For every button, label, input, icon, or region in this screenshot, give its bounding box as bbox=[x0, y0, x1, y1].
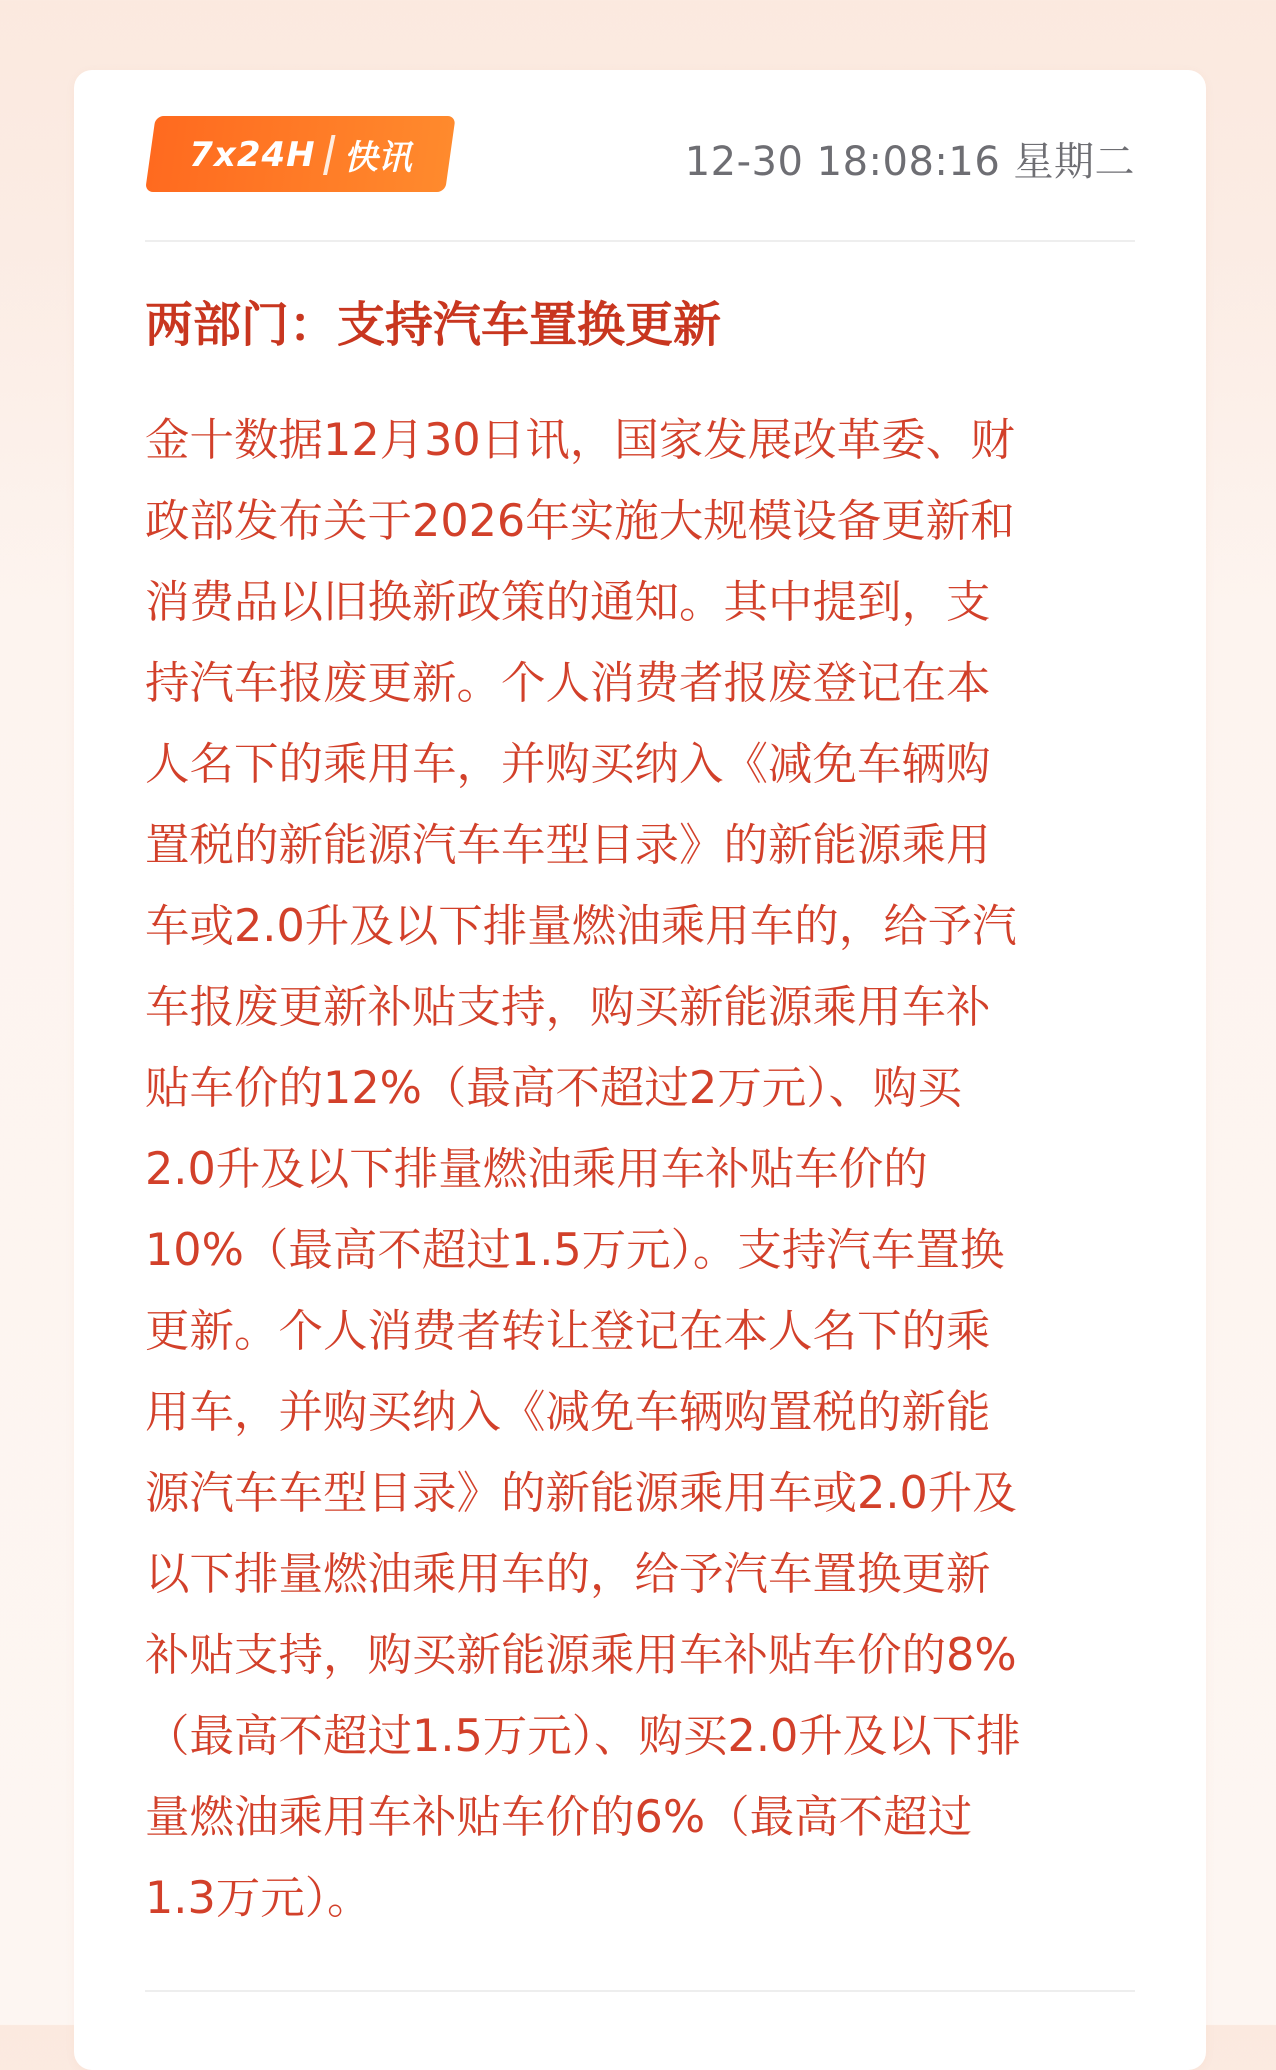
body-line: （最高不超过1.5万元）、购买2.0升及以下排 bbox=[145, 1711, 1021, 1762]
body-line: 政部发布关于2026年实施大规模设备更新和 bbox=[145, 496, 1015, 547]
body-line: 金十数据12月30日讯，国家发展改革委、财 bbox=[145, 415, 1015, 466]
news-body bbox=[145, 400, 1145, 1939]
news-card bbox=[74, 70, 1206, 2070]
body-line: 人名下的乘用车，并购买纳入《减免车辆购 bbox=[145, 739, 991, 790]
body-line: 车报废更新补贴支持，购买新能源乘用车补 bbox=[145, 982, 991, 1033]
body-line: 2.0升及以下排量燃油乘用车补贴车价的 bbox=[145, 1144, 928, 1195]
body-line: 贴车价的12%（最高不超过2万元）、购买 bbox=[145, 1063, 962, 1114]
news-timestamp: 12-30 18:08:16 星期二 bbox=[684, 139, 1135, 185]
body-line: 量燃油乘用车补贴车价的6%（最高不超过 bbox=[145, 1792, 973, 1843]
body-line: 源汽车车型目录》的新能源乘用车或2.0升及 bbox=[145, 1468, 1017, 1519]
badge-word: 快讯 bbox=[343, 137, 412, 178]
body-line: 持汽车报废更新。个人消费者报废登记在本 bbox=[145, 658, 991, 709]
body-line: 补贴支持，购买新能源乘用车补贴车价的8% bbox=[145, 1630, 1017, 1681]
flash-news-badge bbox=[145, 116, 456, 192]
header-divider bbox=[145, 240, 1135, 242]
body-line: 1.3万元）。 bbox=[145, 1873, 372, 1924]
body-line: 10%（最高不超过1.5万元）。支持汽车置换 bbox=[145, 1225, 1005, 1276]
footer-divider bbox=[145, 1990, 1135, 1992]
body-line: 消费品以旧换新政策的通知。其中提到，支 bbox=[145, 577, 991, 628]
badge-separator bbox=[323, 134, 336, 174]
news-headline: 两部门：支持汽车置换更新 bbox=[145, 297, 722, 353]
body-line: 车或2.0升及以下排量燃油乘用车的，给予汽 bbox=[145, 901, 1017, 952]
body-line: 用车，并购买纳入《减免车辆购置税的新能 bbox=[145, 1387, 991, 1438]
news-header bbox=[145, 116, 1135, 186]
body-line: 以下排量燃油乘用车的，给予汽车置换更新 bbox=[145, 1549, 991, 1600]
badge-code: 7x24H bbox=[189, 134, 316, 174]
body-line: 更新。个人消费者转让登记在本人名下的乘 bbox=[145, 1306, 991, 1357]
badge-content bbox=[189, 130, 411, 179]
body-line: 置税的新能源汽车车型目录》的新能源乘用 bbox=[145, 820, 991, 871]
